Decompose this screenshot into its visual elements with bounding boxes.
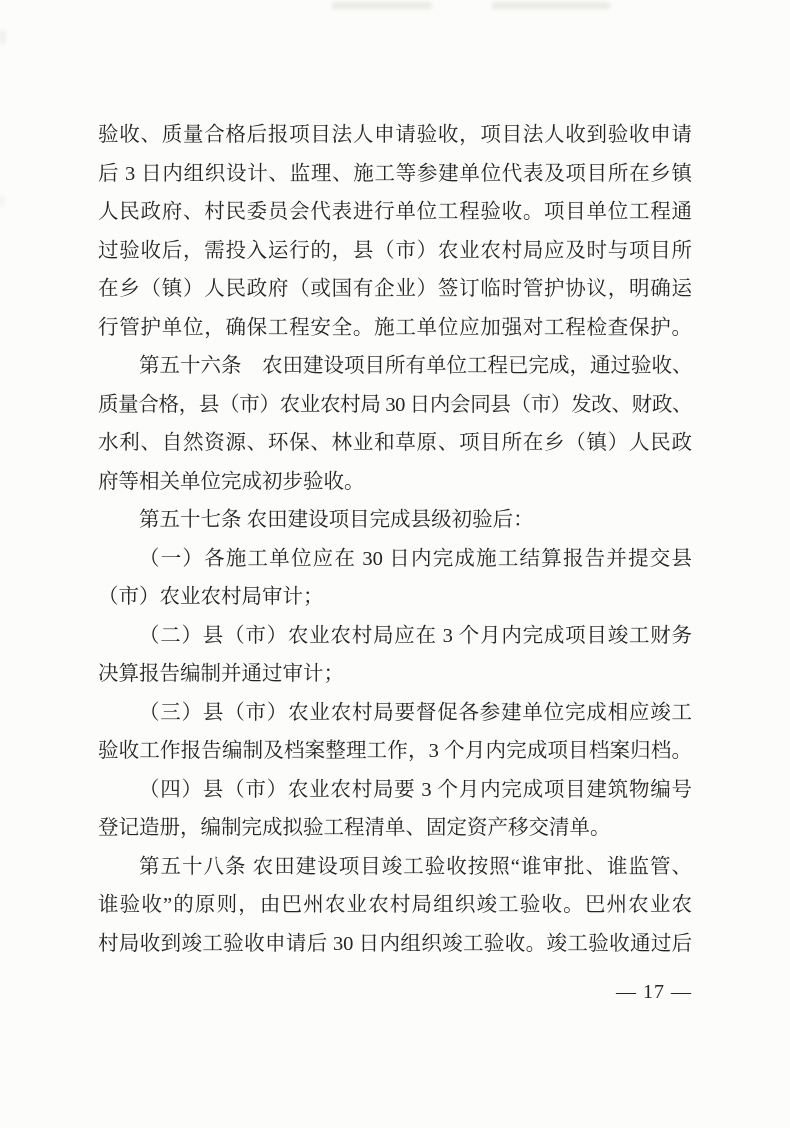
document-body [98, 116, 692, 963]
paragraph [98, 116, 692, 347]
paragraph [98, 771, 692, 848]
scan-artifact [492, 2, 610, 9]
text-line: 府等相关单位完成初步验收。 [98, 470, 365, 493]
text-line: 决算报告编制并通过审计； [98, 663, 344, 685]
paragraph [98, 540, 692, 617]
paragraph [98, 848, 692, 964]
text-line: 在乡（镇）人民政府（或国有企业）签订临时管护协议，明确运 [98, 278, 692, 300]
text-line: 第五十六条 农田建设项目所有单位工程已完成，通过验收、 [139, 355, 693, 377]
paragraph [98, 617, 692, 694]
text-line: 水利、自然资源、环保、林业和草原、项目所在乡（镇）人民政 [98, 432, 692, 454]
text-line: 第五十八条 农田建设项目竣工验收按照“谁审批、谁监管、 [139, 855, 692, 878]
text-line: 后 3 日内组织设计、监理、施工等参建单位代表及项目所在乡镇 [98, 162, 692, 185]
page-number: — 17 — [616, 981, 692, 1003]
paragraph [98, 347, 692, 501]
text-line: 登记造册，编制完成拟验工程清单、固定资产移交清单。 [98, 817, 611, 839]
text-line: 第五十七条 农田建设项目完成县级初验后： [139, 509, 534, 531]
text-line: 谁验收”的原则，由巴州农业农村局组织竣工验收。巴州农业农 [98, 894, 692, 916]
text-line: 验收工作报告编制及档案整理工作，3 个月内完成项目档案归档。 [98, 740, 692, 762]
scan-artifact [0, 30, 5, 44]
text-line: 行管护单位，确保工程安全。施工单位应加强对工程检查保护。 [98, 316, 692, 339]
scan-artifact [332, 2, 432, 9]
text-line: 人民政府、村民委员会代表进行单位工程验收。项目单位工程通 [98, 201, 692, 223]
paragraph [98, 501, 692, 540]
text-line: （三）县（市）农业农村局要督促各参建单位完成相应竣工 [139, 701, 692, 724]
text-line: 村局收到竣工验收申请后 30 日内组织竣工验收。竣工验收通过后 [98, 932, 692, 955]
paragraph [98, 694, 692, 771]
text-line: 过验收后，需投入运行的，县（市）农业农村局应及时与项目所 [98, 239, 692, 262]
scan-artifact [0, 196, 4, 206]
text-line: 质量合格，县（市）农业农村局 30 日内会同县（市）发改、财政、 [98, 393, 692, 416]
text-line: （二）县（市）农业农村局应在 3 个月内完成项目竣工财务 [139, 624, 692, 647]
text-line: （市）农业农村局审计； [98, 586, 324, 608]
text-line: （一）各施工单位应在 30 日内完成施工结算报告并提交县 [139, 547, 692, 570]
text-line: （四）县（市）农业农村局要 3 个月内完成项目建筑物编号 [139, 778, 692, 801]
text-line: 验收、质量合格后报项目法人申请验收，项目法人收到验收申请 [98, 124, 692, 146]
